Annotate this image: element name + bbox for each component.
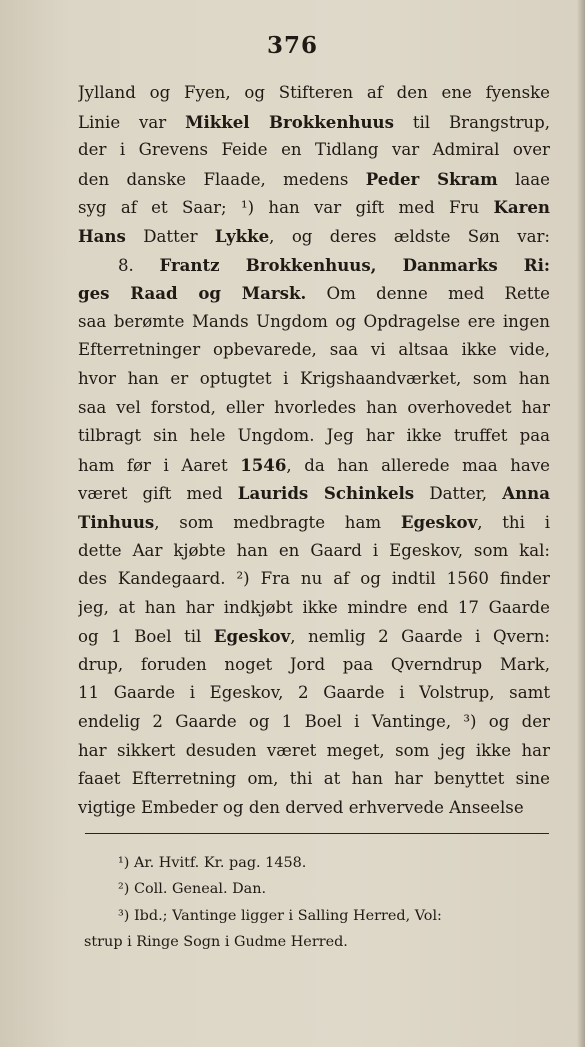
footnote (84, 929, 550, 955)
text-line (78, 308, 550, 337)
text-run: jeg, at han har indkjøbt ikke mindre end 17 Gaarde (78, 597, 550, 617)
text-run: Linie var (78, 112, 186, 132)
footnote-text: Ar. Hvitf. Kr. pag. 1458. (129, 855, 307, 871)
text-run: Datter (125, 226, 215, 246)
emphasized-name: Peder Skram (365, 168, 498, 189)
text-run: 11 Gaarde i Egeskov, 2 Gaarde i Volstrup, samt (78, 683, 550, 703)
emphasized-name: Tinhuus (78, 511, 155, 532)
text-run: Efterretninger opbevarede, saa vi altsaa ikke vide, (78, 340, 550, 360)
text-line (78, 708, 550, 737)
emphasized-name: Mikkel Brokkenhuus (185, 111, 394, 132)
footnote (84, 903, 550, 929)
emphasized-name: Lykke (214, 225, 270, 246)
text-line (78, 251, 550, 280)
footnote-text: Coll. Geneal. Dan. (129, 881, 267, 898)
text-run: , da han allerede maa have (286, 455, 550, 475)
text-line (78, 193, 550, 222)
text-line (78, 136, 550, 165)
text-run: , thi i (477, 512, 550, 532)
text-run: , nemlig 2 Gaarde i Qvern: (290, 627, 550, 647)
emphasized-name: Egeskov (213, 626, 291, 647)
text-line (78, 737, 550, 766)
text-line (78, 594, 550, 623)
footnotes (84, 850, 550, 956)
footnote-mark: ²) (118, 881, 130, 898)
text-line (78, 336, 550, 365)
text-line (78, 565, 550, 594)
emphasized-name: Hans (78, 225, 126, 246)
emphasized-name: ges Raad og Marsk. (78, 283, 307, 304)
text-run: Jylland og Fyen, og Stifteren af den ene fyenske (78, 83, 550, 102)
footnote (84, 876, 550, 902)
text-run: drup, foruden noget Jord paa Qverndrup Mark, (78, 654, 550, 674)
text-run: der i Grevens Feide en Tidlang var Admiral over (78, 140, 550, 160)
text-run: har sikkert desuden været meget, som jeg ikke har (78, 740, 550, 760)
text-run: , som medbragte ham (154, 512, 401, 532)
text-line (78, 165, 550, 194)
text-run: vigtige Embeder og den derved erhvervede Anseelse (78, 797, 524, 817)
emphasized-name: Frantz Brokkenhuus, Danmarks Ri: (159, 254, 550, 275)
text-run: tilbragt sin hele Ungdom. Jeg har ikke truffet paa (78, 426, 550, 446)
text-run: faaet Efterretning om, thi at han har benyttet sine (78, 769, 550, 789)
text-run: og 1 Boel til (78, 627, 214, 647)
footnote-mark: ¹) (118, 855, 130, 871)
text-run: des Kandegaard. ²) Fra nu af og indtil 1560 finder (78, 569, 550, 589)
text-run: endelig 2 Gaarde og 1 Boel i Vantinge, ³) og der (78, 712, 550, 732)
footnote-mark: ³) (118, 907, 130, 924)
text-run: 8. (118, 255, 160, 275)
emphasized-name: Karen (493, 197, 550, 218)
text-run: været gift med (78, 484, 238, 504)
text-line (78, 365, 550, 394)
body-text (78, 79, 550, 822)
page-edge-shadow (577, 0, 585, 1047)
text-line (78, 222, 550, 251)
emphasized-name: Laurids Schinkels (237, 483, 415, 504)
footnote-text: strup i Ringe Sogn i Gudme Herred. (84, 934, 348, 951)
text-line (78, 679, 550, 708)
text-line (78, 479, 550, 508)
text-run: ham før i Aaret (78, 455, 241, 475)
text-line (78, 394, 550, 423)
emphasized-name: Anna (502, 483, 550, 504)
text-line (78, 537, 550, 566)
page-number: 376 (266, 32, 318, 59)
footnote (84, 850, 550, 876)
text-line (78, 422, 550, 451)
text-run: hvor han er optugtet i Krigshaandværket, som han (78, 368, 550, 388)
text-line (78, 79, 550, 108)
text-run: , og deres ældste Søn var: (269, 226, 550, 246)
text-line (78, 108, 550, 137)
text-line (78, 279, 550, 308)
text-line (78, 451, 550, 480)
footnote-divider (85, 833, 549, 834)
text-line (78, 765, 550, 794)
text-run: saa vel forstod, eller hvorledes han overhovedet har (78, 397, 550, 417)
emphasized-name: 1546 (240, 454, 287, 475)
text-run: Om denne med Rette (306, 284, 550, 304)
text-run: laae (497, 169, 550, 189)
text-run: dette Aar kjøbte han en Gaard i Egeskov, som kal: (78, 540, 550, 560)
text-line (78, 508, 550, 537)
text-run: syg af et Saar; ¹) han var gift med Fru (78, 198, 494, 218)
footnote-text: Ibd.; Vantinge ligger i Salling Herred, Vol: (129, 907, 442, 924)
text-run: til Brangstrup, (393, 112, 550, 132)
text-run: Datter, (414, 484, 503, 504)
emphasized-name: Egeskov (400, 511, 478, 532)
text-run: den danske Flaade, medens (78, 169, 366, 189)
text-line (78, 622, 550, 651)
text-line (78, 794, 550, 823)
text-run: saa berømte Mands Ungdom og Opdragelse ere ingen (78, 311, 550, 331)
text-line (78, 651, 550, 680)
